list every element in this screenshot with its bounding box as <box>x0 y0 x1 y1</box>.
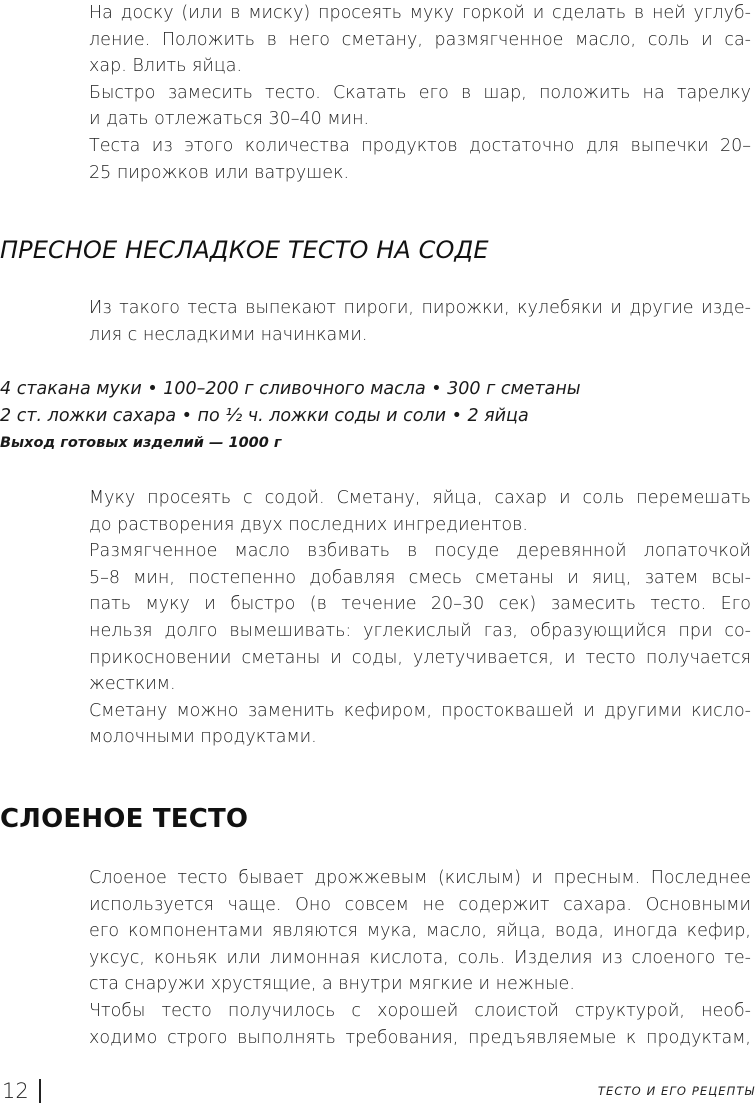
section-heading-puff-pastry: СЛОЕНОЕ ТЕСТО <box>0 804 249 834</box>
text-line: используется чаще. Оно совсем не содержит сахара. Основными <box>89 894 751 915</box>
ingredients-list <box>0 376 755 454</box>
text-line: прикосновении сметаны и соды, улетучивается, и тесто получается <box>89 647 751 668</box>
text-line: ходимо строго выполнять требования, предъявляемые к продуктам, <box>89 1027 751 1048</box>
text-line: нельзя долго вымешивать: углекислый газ, образующийся при со- <box>89 620 751 641</box>
text-line: На доску (или в миску) просеять муку горкой и сделать в ней углуб- <box>89 3 751 23</box>
intro-text <box>89 0 751 186</box>
section-intro-text <box>89 295 751 348</box>
text-line: Сметану можно заменить кефиром, простоквашей и другими кисло- <box>89 700 751 721</box>
method-text <box>89 485 751 751</box>
text-line: Быстро замесить тесто. Скатать его в шар, положить на тарелку <box>89 82 751 103</box>
text-line: Размягченное масло взбивать в посуде деревянной лопаточкой <box>89 541 751 562</box>
text-line: Чтобы тесто получилось с хорошей слоистой структурой, необ- <box>89 1000 751 1021</box>
text-line: ление. Положить в него сметану, размягченное масло, соль и са- <box>89 29 751 50</box>
running-title: ТЕСТО И ЕГО РЕЦЕПТЫ <box>597 1084 755 1098</box>
footer-divider <box>39 1079 41 1103</box>
puff-pastry-text <box>89 865 751 1051</box>
text-line: его компонентами являются мука, масло, яйца, вода, иногда кефир, <box>89 921 751 942</box>
page-footer <box>0 1077 755 1105</box>
text-line: пать муку и быстро (в течение 20–30 сек) замесить тесто. Его <box>89 594 751 615</box>
yield-line: Выход готовых изделий — 1000 г <box>0 435 282 451</box>
page-number: 12 <box>2 1079 29 1103</box>
text-line: Слоеное тесто бывает дрожжевым (кислым) и пресным. Последнее <box>89 868 751 888</box>
text-line: до растворения двух последних ингредиентов. <box>89 514 528 535</box>
text-line: 5–8 мин, постепенно добавляя смесь сметаны и яиц, затем всы- <box>89 567 751 588</box>
text-line: уксус, коньяк или лимонная кислота, соль. Изделия из слоеного те- <box>89 947 751 968</box>
text-line: и дать отлежаться 30–40 мин. <box>89 109 370 130</box>
ingredients-line: 2 ст. ложки сахара • по ½ ч. ложки соды и соли • 2 яйца <box>0 406 529 426</box>
text-line: ста снаружи хрустящие, а внутри мягкие и нежные. <box>89 974 575 995</box>
text-line: Теста из этого количества продуктов достаточно для выпечки 20– <box>89 135 751 156</box>
text-line: лия с несладкими начинками. <box>89 324 368 345</box>
text-line: жестким. <box>89 674 176 695</box>
text-line: Муку просеять с содой. Сметану, яйца, сахар и соль перемешать <box>89 488 751 508</box>
text-line: молочными продуктами. <box>89 727 317 748</box>
text-line: Из такого теста выпекают пироги, пирожки, кулебяки и другие изде- <box>89 298 751 318</box>
section-heading-soda-dough: ПРЕСНОЕ НЕСЛАДКОЕ ТЕСТО НА СОДЕ <box>0 236 489 264</box>
ingredients-line: 4 стакана муки • 100–200 г сливочного масла • 300 г сметаны <box>0 379 581 399</box>
text-line: хар. Влить яйца. <box>89 56 243 77</box>
text-line: 25 пирожков или ватрушек. <box>89 162 350 183</box>
